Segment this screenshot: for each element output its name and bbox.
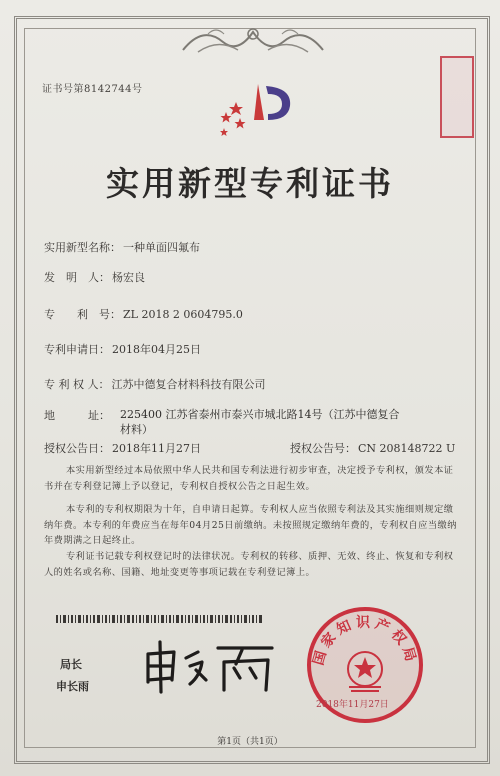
field-label: 专 利 权 人： [44,378,110,391]
certificate-number: 证书号第8142744号 [42,84,143,95]
certificate-title: 实用新型专利证书 [106,164,394,203]
field-label: 实用新型名称： [44,241,121,254]
field-label: 授权公告日： [44,442,110,455]
seal-text: 国家知识产权局 [310,615,420,668]
utility-model-name: 一种单面四氟布 [123,241,200,254]
patentee-name: 江苏中德复合材料科技有限公司 [111,378,266,391]
inventor-name: 杨宏良 [112,271,145,284]
filing-date-row [44,341,201,357]
paragraph-3: 专利证书记载专利权登记时的法律状况。专利权的转移、质押、无效、终止、恢复和专利权人的姓名或名称、国籍、地址变更等事项记载在专利登记簿上。 [44,551,454,578]
field-label: 地 址： [44,409,110,422]
grant-date-row [44,440,201,456]
address-label [44,407,110,423]
seal-date: 2018年11月27日 [316,700,389,710]
signatory-title: 局长 [60,658,82,671]
page-indicator: 第1页（共1页） [217,737,283,747]
grant-number: CN 208148722 U [358,442,456,455]
inventor-row [44,269,145,285]
patent-number-row [44,306,243,322]
field-label: 发 明 人： [44,271,110,284]
utility-model-name-row [44,239,200,255]
paragraph-1: 本实用新型经过本局依照中华人民共和国专利法进行初步审查，决定授予专利权，颁发本证书并在专利登记簿上予以登记，专利权自授权公告之日起生效。 [44,465,454,492]
address-value: 225400 江苏省泰州市泰兴市城北路14号（江苏中德复合材料） [120,408,400,436]
field-label: 专 利 号： [44,308,121,321]
field-label: 授权公告号： [290,442,356,455]
grant-number-row [290,440,455,456]
patent-number: ZL 2018 2 0604795.0 [123,308,243,321]
cnipa-emblem-icon [210,80,300,142]
patentee-row [44,376,266,392]
barcode [56,615,262,623]
handwritten-signature [140,636,280,696]
grant-date: 2018年11月27日 [112,442,201,455]
signatory-name: 申长雨 [56,680,89,693]
field-label: 专利申请日： [44,343,110,356]
paragraph-2: 本专利的专利权期限为十年，自申请日起算。专利权人应当依照专利法及其实施细则规定缴纳年费。本专利的年费应当在每年04月25日前缴纳。未按照规定缴纳年费的，专利权自应当缴纳年费期满之日起终止。 [44,504,457,546]
top-ornament [178,20,328,60]
agency-seal-stamp [440,56,474,138]
filing-date: 2018年04月25日 [112,343,201,356]
